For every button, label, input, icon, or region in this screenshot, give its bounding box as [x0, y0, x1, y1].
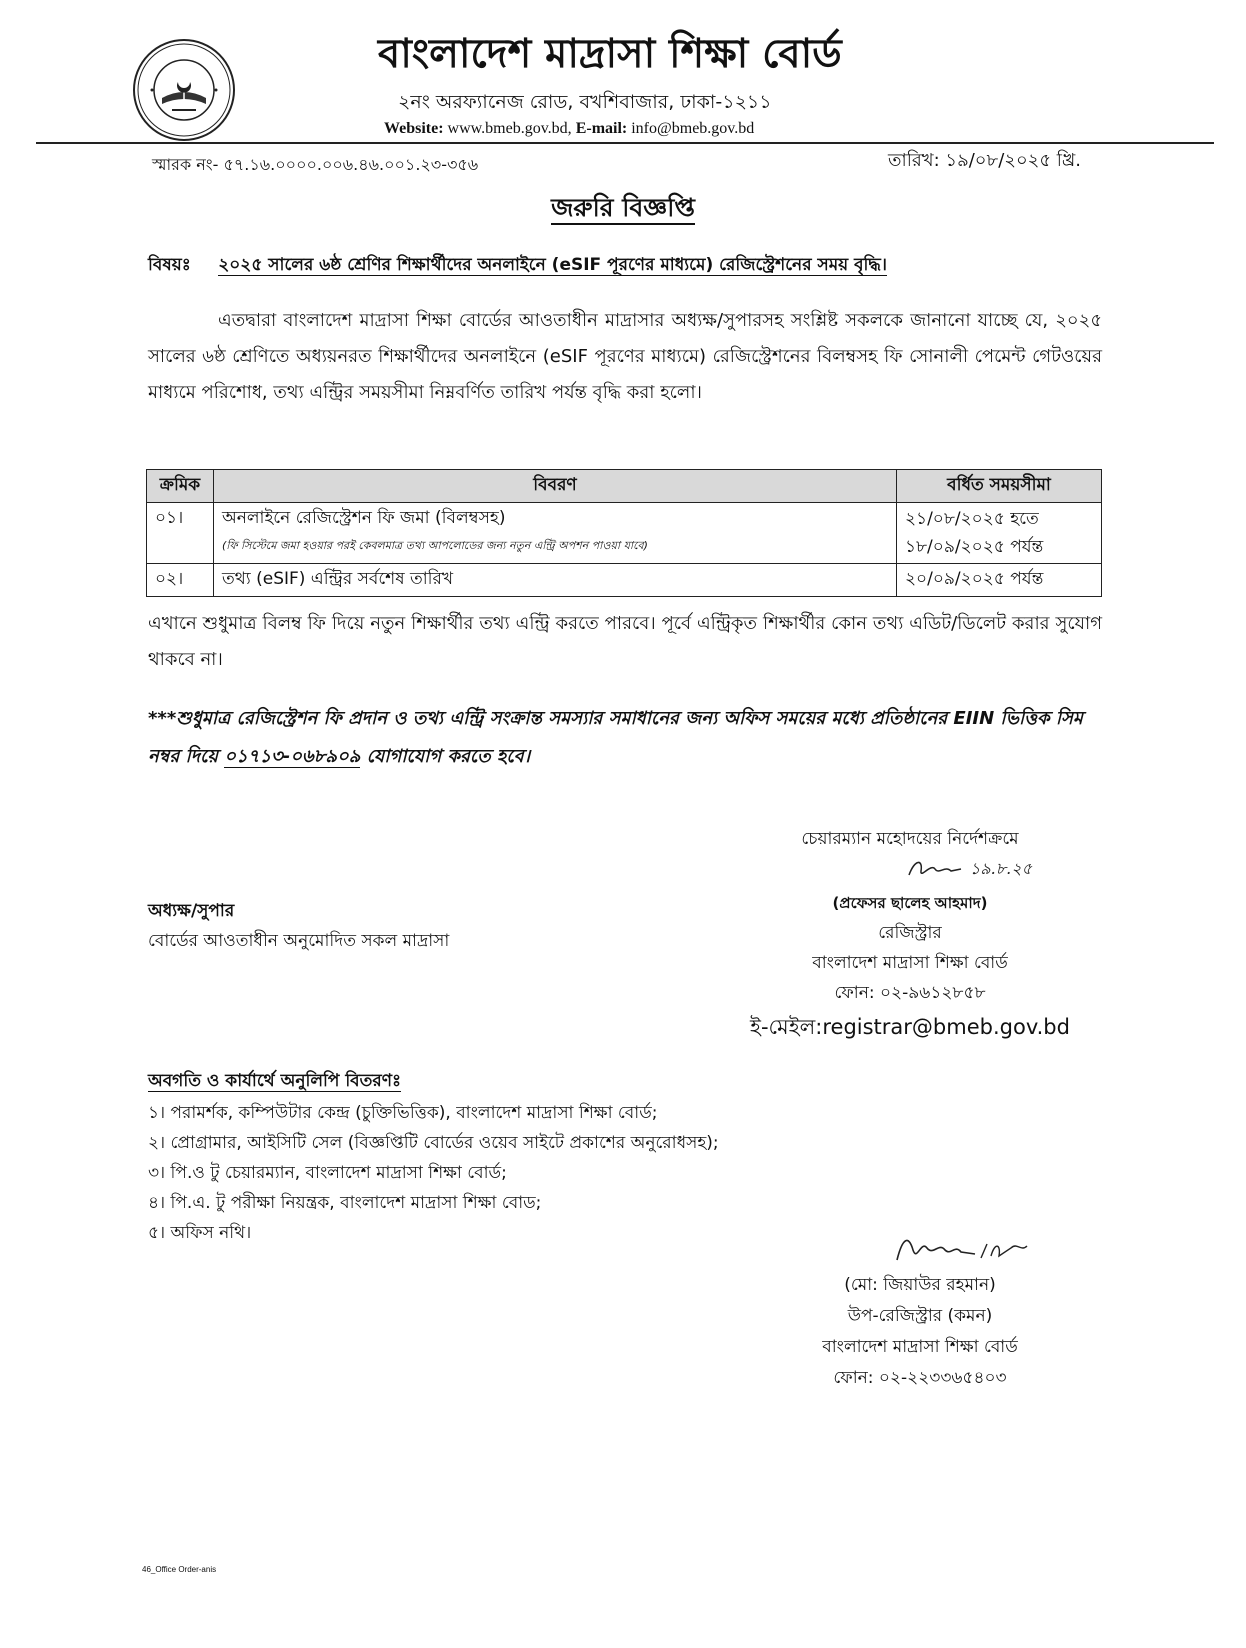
registrar-designation: রেজিস্ট্রার	[878, 923, 942, 943]
table-row	[147, 503, 1102, 564]
deadline-table	[146, 469, 1102, 597]
row-note: (ফি সিস্টেমে জমা হওয়ার পরই কেবলমাত্র তথ্য আপলোডের জন্য নতুন এন্ট্রি অপশন পাওয়া যাবে)	[222, 539, 648, 552]
row-serial: ০১।	[147, 503, 214, 564]
board-name: বাংলাদেশ মাদ্রাসা শিক্ষা বোর্ড	[378, 30, 842, 77]
notice-title: জরুরি বিজ্ঞপ্তি	[0, 188, 1246, 231]
row-deadline	[897, 503, 1102, 564]
table-row	[147, 564, 1102, 597]
list-item: ৩। পি.ও টু চেয়ারম্যান, বাংলাদেশ মাদ্রাসা শিক্ষা বোর্ড;	[148, 1163, 507, 1183]
deadline-to: ১৮/০৯/২০২৫ পর্যন্ত	[905, 537, 1044, 557]
table-header-row	[147, 470, 1102, 503]
col-serial-header: ক্রমিক	[147, 470, 214, 503]
handwritten-signature	[760, 1230, 1080, 1270]
deputy-registrar-name: (মো: জিয়াউর রহমান)	[844, 1275, 996, 1295]
list-item: ৪। পি.এ. টু পরীক্ষা নিয়ন্ত্রক, বাংলাদেশ মাদ্রাসা শিক্ষা বোড;	[148, 1193, 542, 1213]
board-contact	[384, 120, 754, 138]
website-label: Website:	[384, 120, 444, 137]
board-address: ২নং অরফ্যানেজ রোড, বখশিবাজার, ঢাকা-১২১১	[398, 91, 772, 113]
list-item: ১। পরামর্শক, কম্পিউটার কেন্দ্র (চুক্তিভিত্তিক), বাংলাদেশ মাদ্রাসা শিক্ষা বোর্ড;	[148, 1103, 658, 1123]
paragraph-entry-rules: এখানে শুধুমাত্র বিলম্ব ফি দিয়ে নতুন শিক্ষার্থীর তথ্য এন্ট্রি করতে পারবে। পূর্বে এন্ট্রিকৃত শিক্ষার্থীর কোন তথ্য এডিট/ডিলেট করার সুযোগ থাকবে না।	[148, 613, 1102, 670]
list-item: ৫। অফিস নথি।	[148, 1223, 252, 1243]
subject-label: বিষয়ঃ	[148, 255, 191, 275]
subject-line	[148, 252, 887, 280]
email-link[interactable]: info@bmeb.gov.bd	[631, 120, 755, 137]
distribution-title: অবগতি ও কার্যার্থে অনুলিপি বিতরণঃ	[148, 1071, 402, 1091]
deputy-registrar-phone: ফোন: ০২-২২৩৩৬৫৪০৩	[833, 1368, 1007, 1388]
handwritten-date: ১৯.৮.২৫	[969, 859, 1032, 878]
distribution-list	[148, 1098, 719, 1248]
deputy-registrar-signature-block	[760, 1230, 1080, 1394]
subject-text: ২০২৫ সালের ৬ষ্ঠ শ্রেণির শিক্ষার্থীদের অনলাইনে (eSIF পূরণের মাধ্যমে) রেজিস্ট্রেশনের সময় বৃদ্ধি।	[218, 255, 887, 275]
row-deadline: ২০/০৯/২০২৫ পর্যন্ত	[897, 564, 1102, 597]
row-description: তথ্য (eSIF) এন্ট্রির সর্বশেষ তারিখ	[214, 564, 897, 597]
col-description-header: বিবরণ	[214, 470, 897, 503]
registrar-name: (প্রফেসর ছালেহ আহমাদ)	[832, 894, 988, 912]
memo-date: তারিখ: ১৯/০৮/২০২৫ খ্রি.	[888, 150, 1082, 171]
handwritten-signature	[700, 854, 1120, 888]
recipient-description: বোর্ডের আওতাধীন অনুমোদিত সকল মাদ্রাসা	[148, 931, 450, 951]
deadline-from: ২১/০৮/২০২৫ হতে	[905, 509, 1039, 529]
recipient-block	[148, 896, 449, 956]
registrar-email[interactable]: ই-মেইল:registrar@bmeb.gov.bd	[750, 1015, 1070, 1039]
header-divider	[36, 142, 1214, 144]
deputy-registrar-designation: উপ-রেজিস্ট্রার (কমন)	[847, 1306, 993, 1326]
row-serial: ০২।	[147, 564, 214, 597]
deputy-registrar-organization: বাংলাদেশ মাদ্রাসা শিক্ষা বোর্ড	[822, 1337, 1018, 1357]
board-seal-logo	[132, 38, 236, 142]
paragraph-contact-note: ***শুধুমাত্র রেজিস্ট্রেশন ফি প্রদান ও তথ্য এন্ট্রি সংক্রান্ত সমস্যার সমাধানের জন্য অফিস সময়ের মধ্যে প্রতিষ্ঠানের EIIN ভিত্তিক সিম নম্বর দিয়ে ০১৭১৩-০৬৮৯০৯ যোগাযোগ করতে হবে।	[148, 708, 1083, 767]
instruction-line: চেয়ারম্যান মহোদয়ের নির্দেশক্রমে	[801, 829, 1019, 849]
registrar-organization: বাংলাদেশ মাদ্রাসা শিক্ষা বোর্ড	[812, 953, 1008, 973]
body-paragraph: এতদ্বারা বাংলাদেশ মাদ্রাসা শিক্ষা বোর্ডের আওতাধীন মাদ্রাসার অধ্যক্ষ/সুপারসহ সংশ্লিষ্ট সকলকে জানানো যাচ্ছে যে, ২০২৫ সালের ৬ষ্ঠ শ্রেণিতে অধ্যয়নরত শিক্ষার্থীদের অনলাইনে (eSIF পূরণের মাধ্যমে) রেজিস্ট্রেশনের বিলম্বসহ ফি সোনালী পেমেন্ট গেটওয়ের মাধ্যমে পরিশোধ, তথ্য এন্ট্রির সময়সীমা নিম্নবর্ণিত তারিখ পর্যন্ত বৃদ্ধি করা হলো।	[148, 310, 1102, 403]
website-link[interactable]: www.bmeb.gov.bd,	[447, 120, 572, 137]
email-label: E-mail:	[575, 120, 628, 137]
memo-number: স্মারক নং- ৫৭.১৬.০০০০.০০৬.৪৬.০০১.২৩-৩৫৬	[152, 155, 479, 174]
footer-file-reference: 46_Office Order-anis	[142, 1565, 217, 1574]
registrar-signature-block	[700, 824, 1120, 1042]
helpline-phone: ০১৭১৩-০৬৮৯০৯	[224, 746, 361, 767]
recipient-title: অধ্যক্ষ/সুপার	[148, 901, 235, 921]
col-deadline-header: বর্ধিত সময়সীমা	[897, 470, 1102, 503]
registrar-phone: ফোন: ০২-৯৬১২৮৫৮	[834, 983, 986, 1003]
row-description-text: অনলাইনে রেজিস্ট্রেশন ফি জমা (বিলম্বসহ)	[222, 508, 506, 528]
row-description	[214, 503, 897, 564]
list-item: ২। প্রোগ্রামার, আইসিটি সেল (বিজ্ঞপ্তিটি বোর্ডের ওয়েব সাইটে প্রকাশের অনুরোধসহ);	[148, 1133, 719, 1153]
